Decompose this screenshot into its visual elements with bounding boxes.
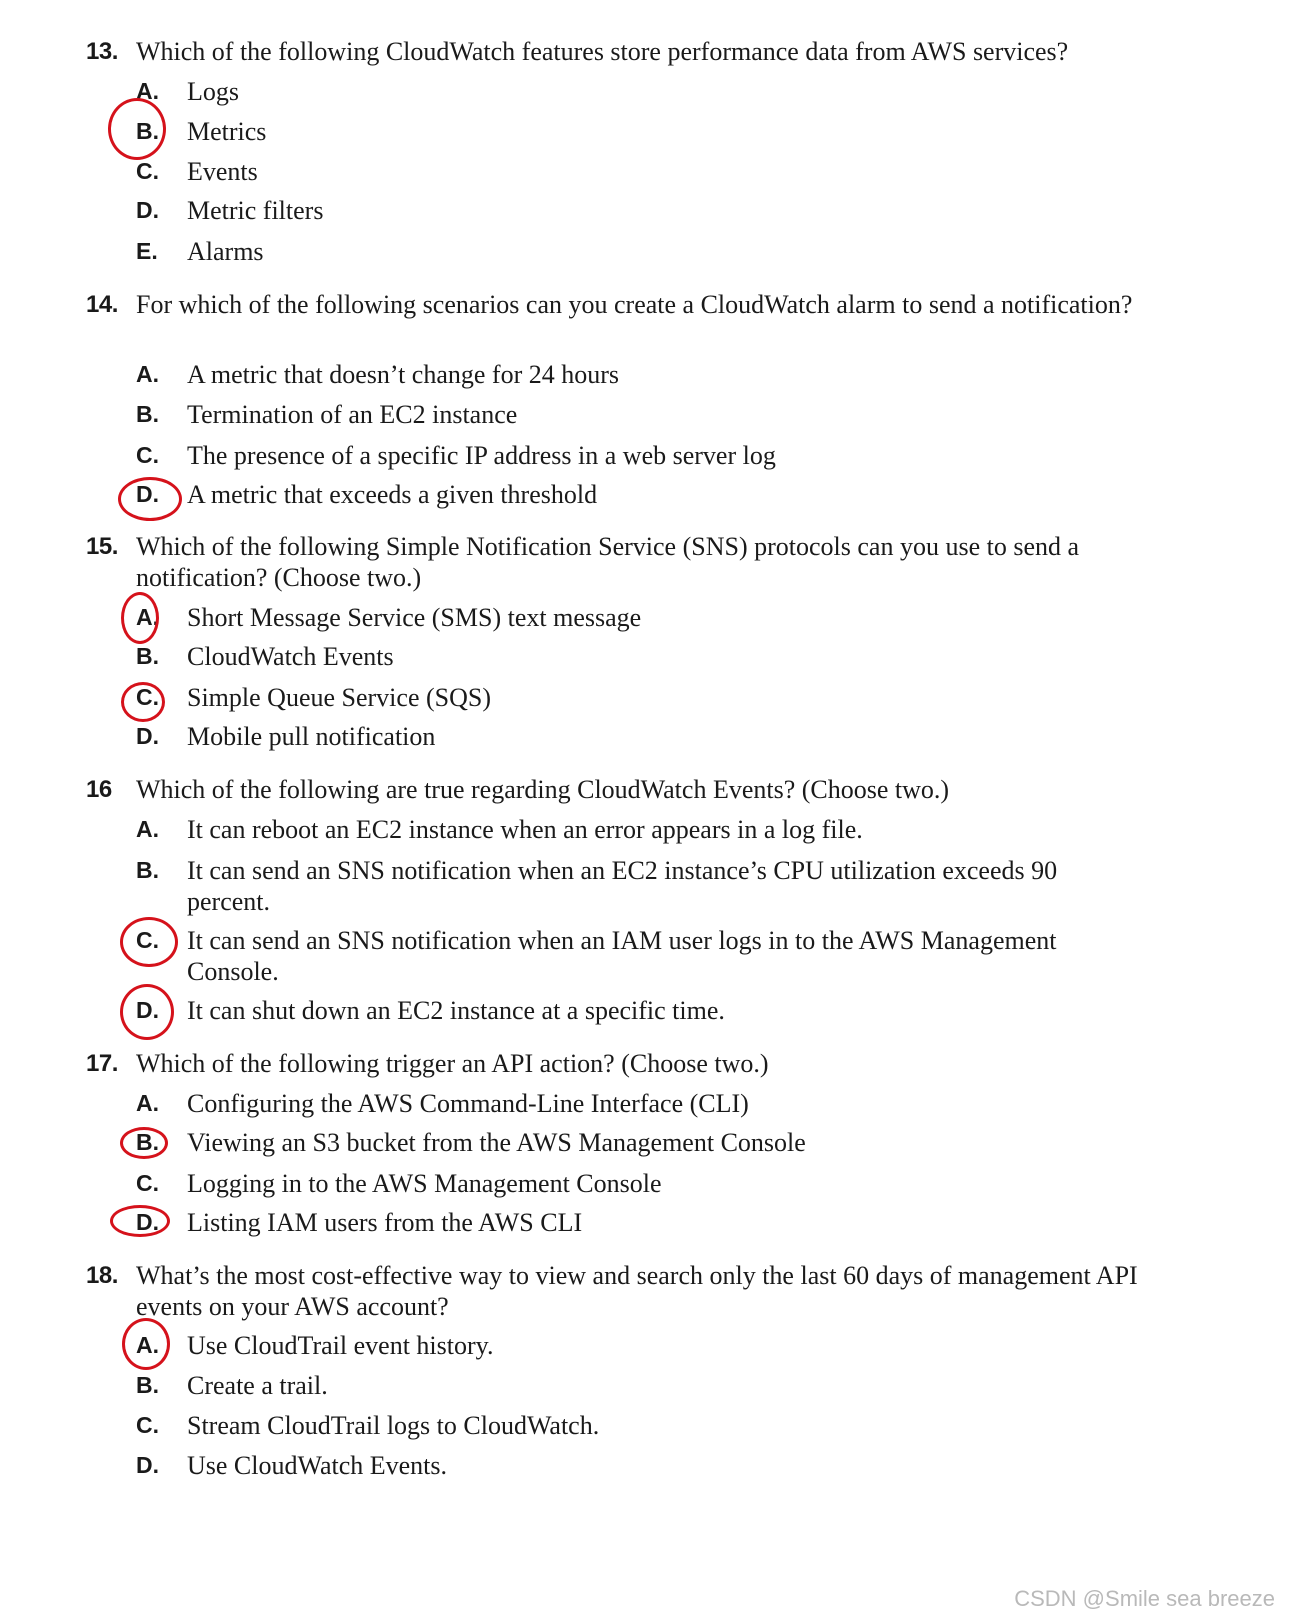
option-letter: D. (136, 197, 159, 223)
option-letter: C. (136, 442, 159, 468)
option-text: It can shut down an EC2 instance at a specific time. (187, 996, 725, 1025)
option-text: Events (187, 157, 258, 186)
watermark: CSDN @Smile sea breeze (1014, 1586, 1275, 1611)
option-letter: C. (136, 684, 159, 710)
option-text: Configuring the AWS Command-Line Interface (CLI) (187, 1089, 749, 1118)
answer-circle-15-a (121, 592, 159, 644)
option-letter: C. (136, 1412, 159, 1438)
option-letter: A. (136, 78, 159, 104)
option-text: It can reboot an EC2 instance when an error appears in a log file. (187, 815, 863, 844)
question-stem: Which of the following are true regarding CloudWatch Events? (Choose two.) (136, 775, 950, 804)
option-text: Stream CloudTrail logs to CloudWatch. (187, 1411, 600, 1440)
answer-circle-15-c (121, 682, 165, 722)
option-text: Logs (187, 77, 239, 106)
option-text: CloudWatch Events (187, 642, 394, 671)
question-stem: Which of the following Simple Notification Service (SNS) protocols can you use to send a notification? (Choose two.) (136, 532, 1080, 592)
option-text: Logging in to the AWS Management Console (187, 1169, 662, 1198)
answer-circle-17-d (110, 1205, 170, 1237)
question-number: 15. (86, 533, 118, 560)
option-letter: D. (136, 997, 159, 1023)
option-letter: B. (136, 401, 159, 427)
option-text: A metric that doesn’t change for 24 hours (187, 360, 620, 389)
option-text: The presence of a specific IP address in a web server log (187, 441, 776, 470)
option-text: Mobile pull notification (187, 722, 436, 751)
answer-circle-13-b (108, 98, 166, 160)
option-letter: B. (136, 857, 159, 883)
option-letter: A. (136, 816, 159, 842)
option-letter: A. (136, 604, 159, 630)
option-text: It can send an SNS notification when an EC2 instance’s CPU utilization exceeds 90 percent. (187, 856, 1058, 916)
question-stem: Which of the following CloudWatch features store performance data from AWS services? (136, 37, 1069, 66)
option-letter: C. (136, 158, 159, 184)
question-stem: Which of the following trigger an API action? (Choose two.) (136, 1049, 769, 1078)
option-letter: C. (136, 927, 159, 953)
question-number: 18. (86, 1262, 118, 1289)
option-text: Use CloudWatch Events. (187, 1451, 448, 1480)
option-text: It can send an SNS notification when an IAM user logs in to the AWS Management Console. (187, 926, 1057, 986)
question-number: 16 (86, 776, 112, 803)
option-letter: B. (136, 1372, 159, 1398)
option-letter: D. (136, 1452, 159, 1478)
option-text: Short Message Service (SMS) text message (187, 603, 642, 632)
option-letter: C. (136, 1170, 159, 1196)
option-letter: A. (136, 361, 159, 387)
option-letter: A. (136, 1090, 159, 1116)
option-letter: B. (136, 643, 159, 669)
option-text: Viewing an S3 bucket from the AWS Management Console (187, 1128, 806, 1157)
option-text: Simple Queue Service (SQS) (187, 683, 492, 712)
question-stem: What’s the most cost-effective way to view and search only the last 60 days of management API events on your AWS account? (136, 1261, 1138, 1321)
option-letter: E. (136, 238, 158, 264)
option-letter: D. (136, 723, 159, 749)
answer-circle-16-c (120, 917, 178, 967)
answer-circle-14-d (118, 477, 182, 521)
question-number: 13. (86, 38, 118, 65)
option-letter: A. (136, 1332, 159, 1358)
option-text: Metric filters (187, 196, 324, 225)
answer-circle-17-b (120, 1127, 168, 1159)
question-number: 14. (86, 291, 118, 318)
option-text: Metrics (187, 117, 267, 146)
option-letter: D. (136, 1209, 159, 1235)
option-letter: B. (136, 1129, 159, 1155)
question-stem: For which of the following scenarios can you create a CloudWatch alarm to send a notification? (136, 290, 1133, 319)
option-letter: B. (136, 118, 159, 144)
answer-circle-18-a (122, 1318, 170, 1370)
option-text: Listing IAM users from the AWS CLI (187, 1208, 583, 1237)
option-text: Termination of an EC2 instance (187, 400, 518, 429)
option-text: Create a trail. (187, 1371, 328, 1400)
option-text: Use CloudTrail event history. (187, 1331, 494, 1360)
answer-circle-16-d (120, 984, 174, 1040)
question-number: 17. (86, 1050, 118, 1077)
option-text: Alarms (187, 237, 264, 266)
option-text: A metric that exceeds a given threshold (187, 480, 598, 509)
option-letter: D. (136, 481, 159, 507)
